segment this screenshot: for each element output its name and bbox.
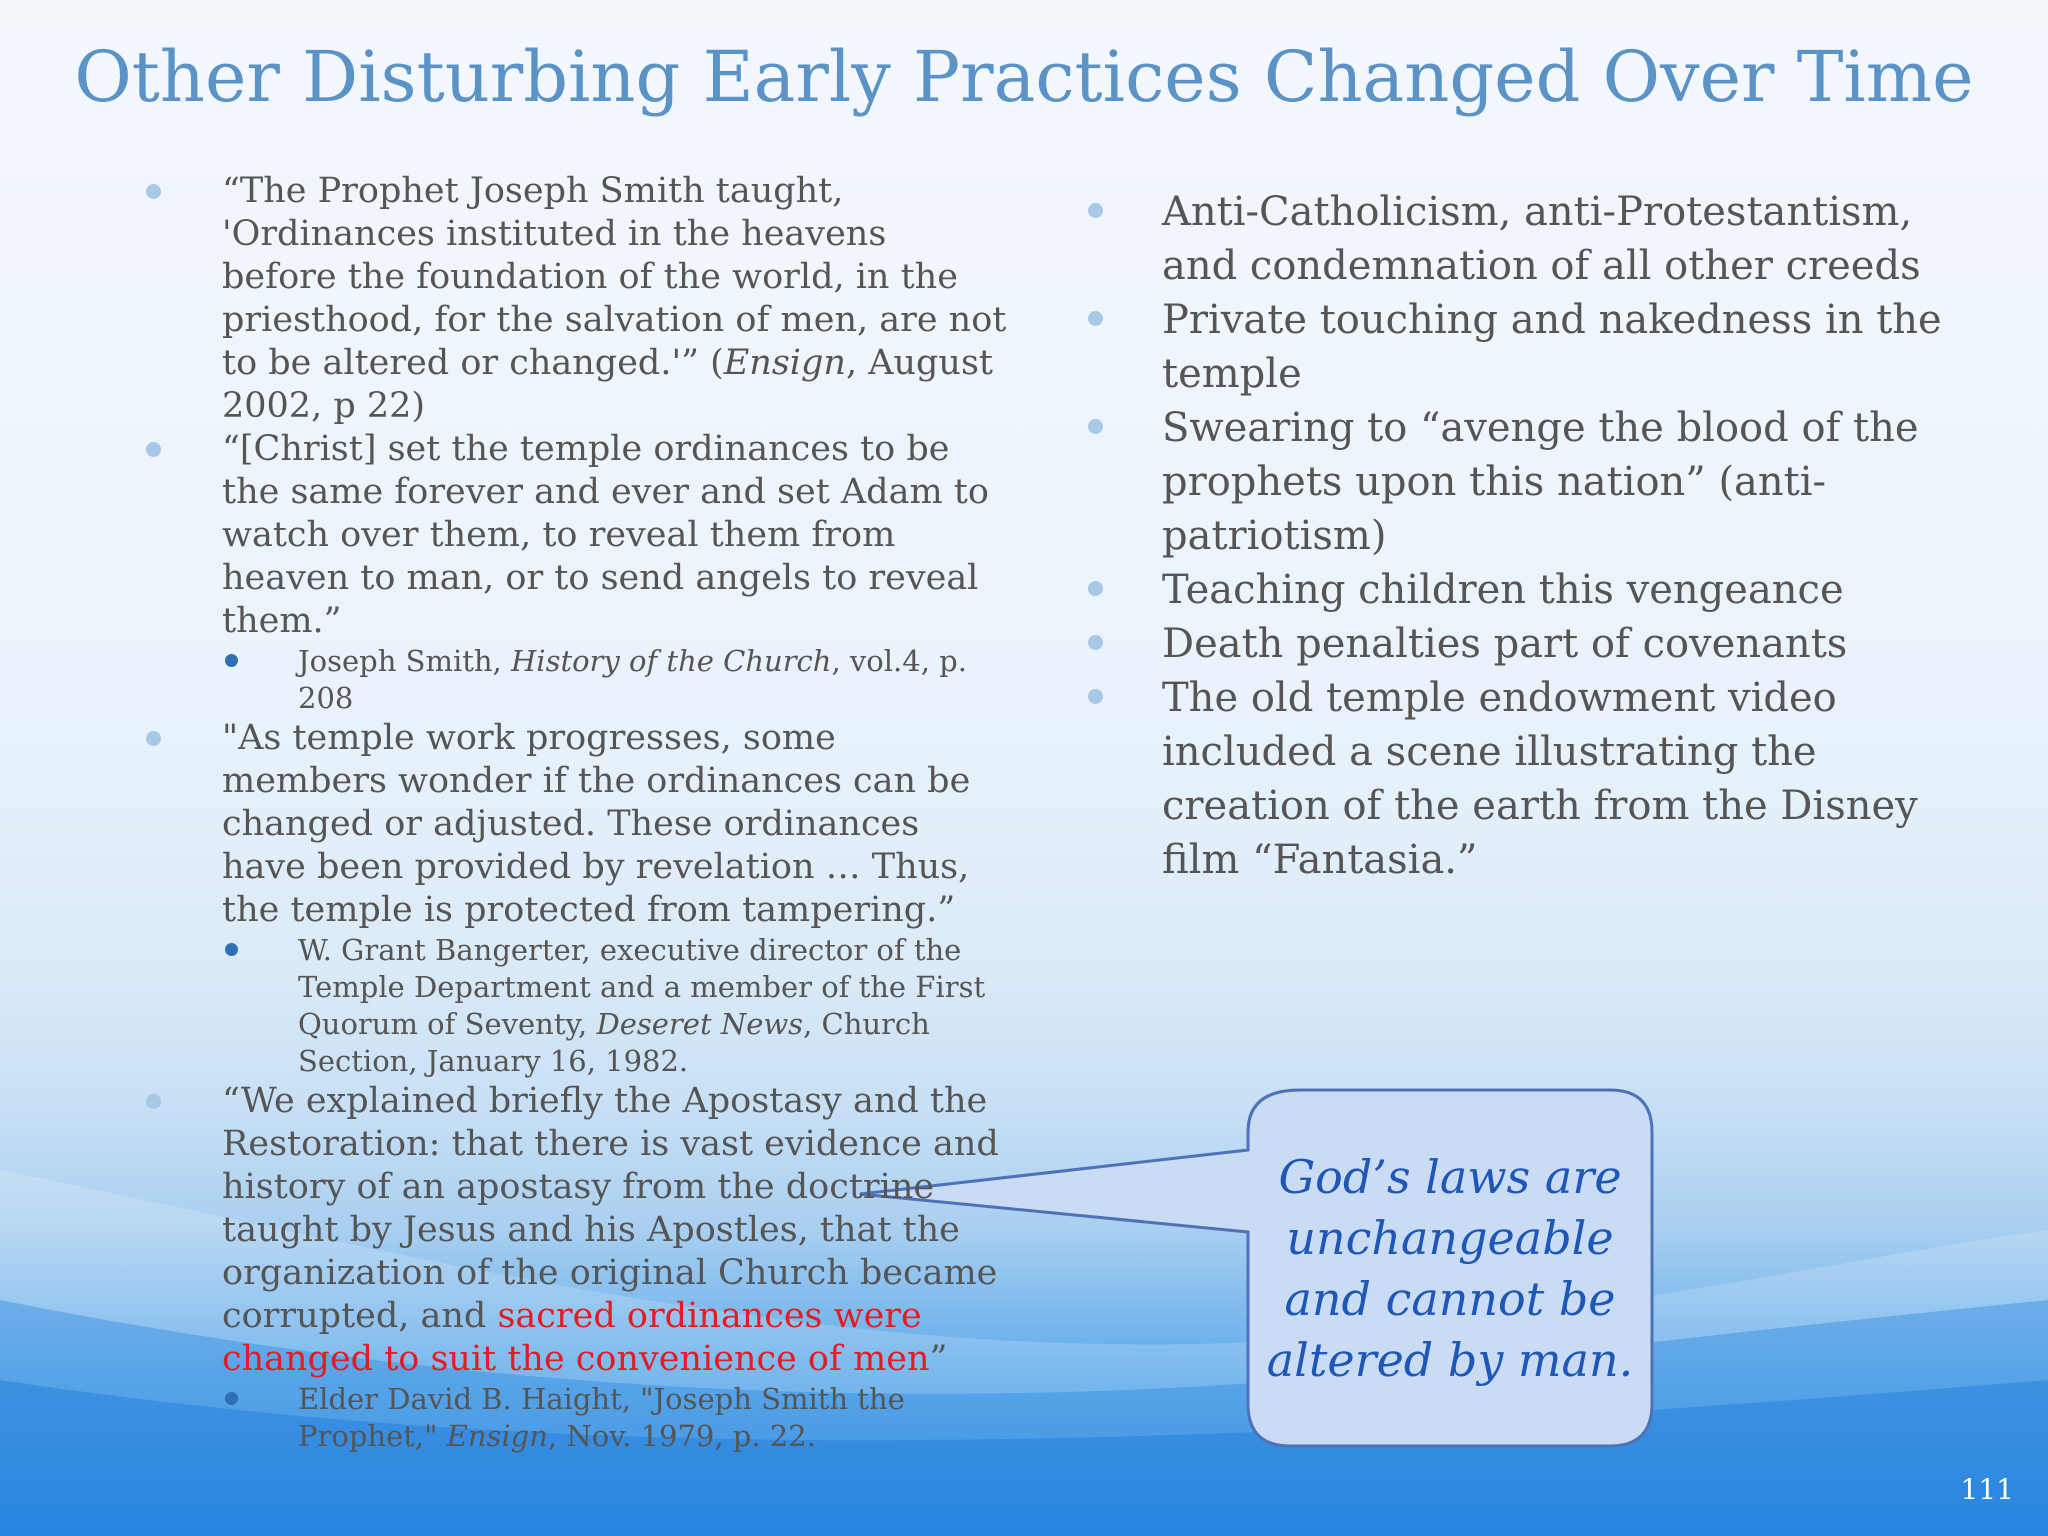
callout-line: altered by man.	[1266, 1333, 1634, 1387]
quote-end: ”	[929, 1339, 948, 1379]
source-item-3	[140, 932, 1010, 1080]
quote-item-3	[140, 717, 1010, 932]
practice-item: Swearing to “avenge the blood of the prophets upon this nation” (anti-patriotism)	[1080, 401, 1960, 563]
quote-text: “We explained briefly the Apostasy and the Restoration: that there is vast evidence and history of an apostasy from the doctrine taught by Jesus and his Apostles, that the organization of the original Church became corrupted, and	[222, 1081, 999, 1336]
source-italic: Ensign	[446, 1419, 548, 1453]
source-text: W. Grant Bangerter, executive director of the Temple Department and a member of the First Quorum of Seventy,	[298, 933, 986, 1041]
highlighted-phrase: sacred ordinances were changed to suit the convenience of men	[222, 1296, 930, 1379]
practice-item: Anti-Catholicism, anti-Protestantism, and condemnation of all other creeds	[1080, 185, 1960, 293]
source-text: , vol.4, p. 208	[298, 644, 967, 715]
source-item-2	[140, 643, 1010, 717]
practice-item: Teaching children this vengeance	[1080, 563, 1960, 617]
quote-item-1	[140, 170, 1010, 428]
source-text: , Nov. 1979, p. 22.	[547, 1419, 816, 1453]
source-italic: History of the Church	[511, 644, 832, 678]
quote-cite-italic: Ensign	[723, 343, 846, 383]
page-number: 111	[1960, 1473, 2014, 1506]
quote-text: “The Prophet Joseph Smith taught, 'Ordinances instituted in the heavens before the foundation of the world, in the priesthood, for the salvation of men, are not to be altered or changed.'” (	[222, 171, 1007, 383]
callout-text	[1255, 1147, 1645, 1391]
source-item-4	[140, 1381, 1010, 1455]
source-text: Elder David B. Haight, "Joseph Smith the Prophet,"	[298, 1382, 905, 1453]
quote-item-4	[140, 1080, 1010, 1381]
callout-line: unchangeable	[1286, 1211, 1614, 1265]
quote-text: "As temple work progresses, some members wonder if the ordinances can be changed or adjusted. These ordinances have been provided by revelation … Thus, the temple is protected from tampering.”	[222, 718, 971, 930]
quote-item-2	[140, 428, 1010, 643]
source-text: Joseph Smith,	[298, 644, 511, 678]
quote-cite: , August 2002, p 22)	[222, 343, 993, 426]
practice-item: Private touching and nakedness in the temple	[1080, 293, 1960, 401]
callout-line: God’s laws are	[1278, 1150, 1622, 1204]
practice-item: Death penalties part of covenants	[1080, 617, 1960, 671]
callout-line: and cannot be	[1284, 1272, 1616, 1326]
source-text: , Church Section, January 16, 1982.	[298, 1007, 930, 1078]
source-italic: Deseret News	[596, 1007, 804, 1041]
right-column	[1080, 185, 1960, 887]
practice-item: The old temple endowment video included a scene illustrating the creation of the earth from the Disney film “Fantasia.”	[1080, 671, 1960, 887]
slide-title: Other Disturbing Early Practices Changed Over Time	[74, 36, 1974, 118]
left-column	[140, 170, 1010, 1455]
quote-text: “[Christ] set the temple ordinances to be the same forever and ever and set Adam to watch over them, to reveal them from heaven to man, or to send angels to reveal them.”	[222, 429, 989, 641]
